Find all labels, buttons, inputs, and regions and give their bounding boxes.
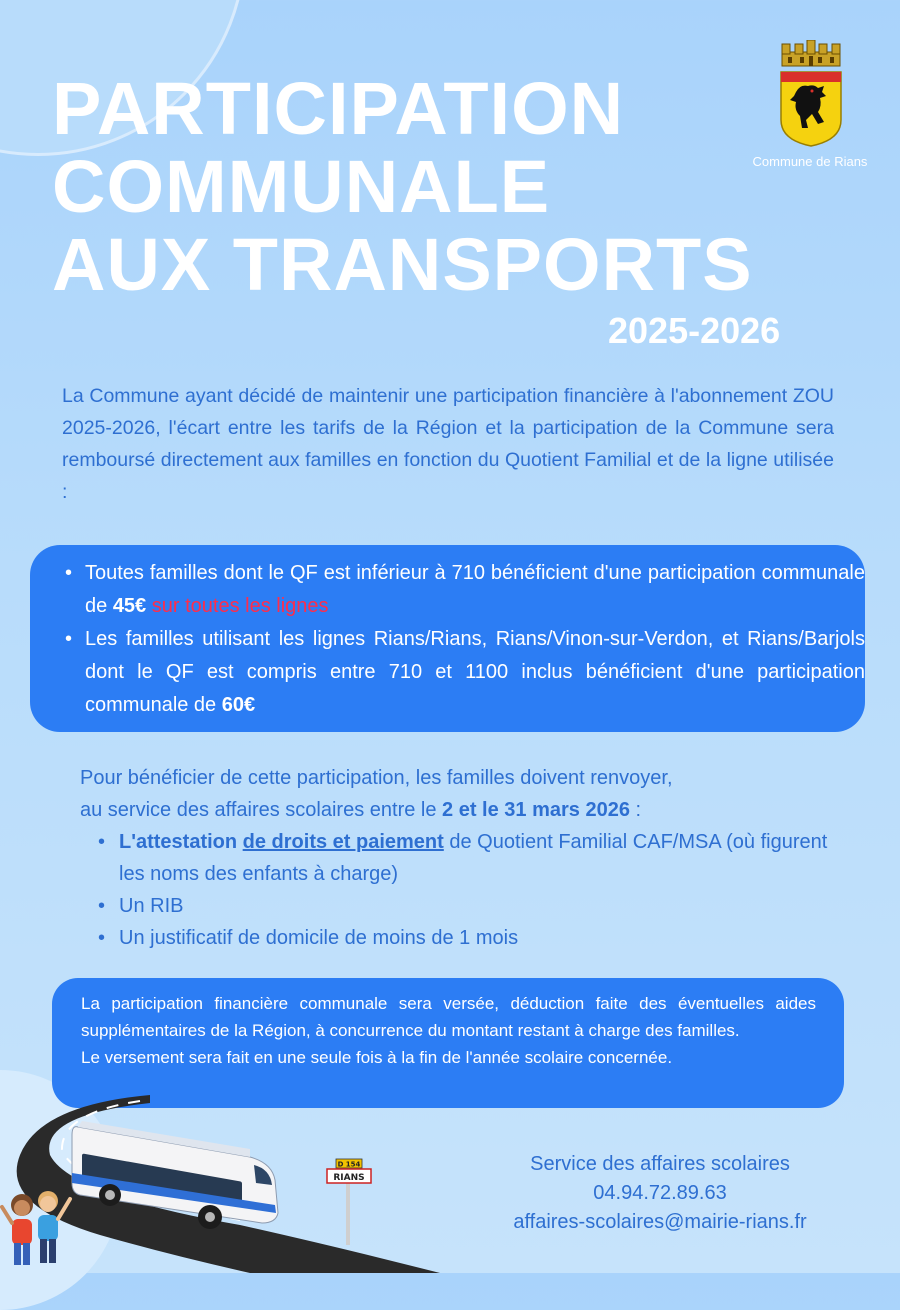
instructions-line-2 <box>80 794 850 826</box>
page-title <box>52 67 753 306</box>
attestation-details: de Quotient Familial CAF/MSA (où figurent les noms des enfants à charge) <box>119 831 828 885</box>
application-instructions <box>80 762 850 954</box>
conditions-list <box>85 557 865 722</box>
document-item-proof-of-address: • Un justificatif de domicile de moins de 1 mois <box>80 922 850 954</box>
conditions-box <box>30 545 865 732</box>
coat-of-arms-icon <box>776 40 846 150</box>
condition-item-qf-710 <box>85 557 865 623</box>
condition-1-text: Toutes familles dont le QF est inférieur à 710 bénéficient d'une participation communale de <box>85 562 865 617</box>
road-sign <box>327 1159 371 1245</box>
contact-phone: 04.94.72.89.63 <box>593 1182 727 1204</box>
contact-service: Service des affaires scolaires <box>530 1153 790 1175</box>
sign-town-name: RIANS <box>333 1173 365 1183</box>
payment-note-para-2: Le versement sera fait en une seule fois à la fin de l'année scolaire concernée. <box>81 1048 673 1067</box>
sign-route-number: D 154 <box>337 1160 361 1169</box>
title-line-2: COMMUNALE <box>52 145 551 228</box>
condition-item-qf-1100 <box>85 623 865 722</box>
attestation-rights-label: de droits et paiement <box>242 831 444 853</box>
logo-caption: Commune de Rians <box>752 154 868 169</box>
condition-2-text: Les familles utilisant les lignes Rians/Rians, Rians/Vinon-sur-Verdon, et Rians/Barjols dont le QF est compris entre 710 et 1100 inclus bénéficient d'une participation communale de <box>85 628 865 716</box>
contact-block <box>480 1150 840 1237</box>
payment-note-text <box>81 990 816 1071</box>
title-line-3: AUX TRANSPORTS <box>52 223 753 306</box>
document-item-rib: • Un RIB <box>80 890 850 922</box>
all-lines-highlight: sur toutes les lignes <box>146 595 329 617</box>
deadline-dates: 2 et le 31 mars 2026 <box>442 799 630 821</box>
attestation-label: L'attestation <box>119 831 243 853</box>
title-line-1: PARTICIPATION <box>52 67 625 150</box>
instructions-line-2-text: au service des affaires scolaires entre le <box>80 799 443 821</box>
amount-60: 60€ <box>221 694 256 716</box>
instructions-line-2-end: : <box>629 799 642 821</box>
payment-note-box <box>52 978 844 1108</box>
document-item-attestation <box>80 826 850 890</box>
required-documents-list <box>80 826 850 954</box>
school-year: 2025-2026 <box>608 310 781 351</box>
payment-note-para-1: La participation financière communale sera versée, déduction faite des éventuelles aides supplémentaires de la Région, à concurrence du montant restant à charge des familles. <box>81 994 816 1040</box>
amount-45: 45€ <box>112 595 147 617</box>
contact-email: affaires-scolaires@mairie-rians.fr <box>513 1211 807 1233</box>
bus-road-illustration <box>0 1095 460 1273</box>
instructions-line-1: Pour bénéficier de cette participation, les familles doivent renvoyer, <box>80 767 673 789</box>
intro-paragraph: La Commune ayant décidé de maintenir une participation financière à l'abonnement ZOU 2025-2026, l'écart entre les tarifs de la Région et la participation de la Commune sera remboursé directement aux familles en fonction du Quotient Familial et de la ligne utilisée : <box>62 385 834 503</box>
